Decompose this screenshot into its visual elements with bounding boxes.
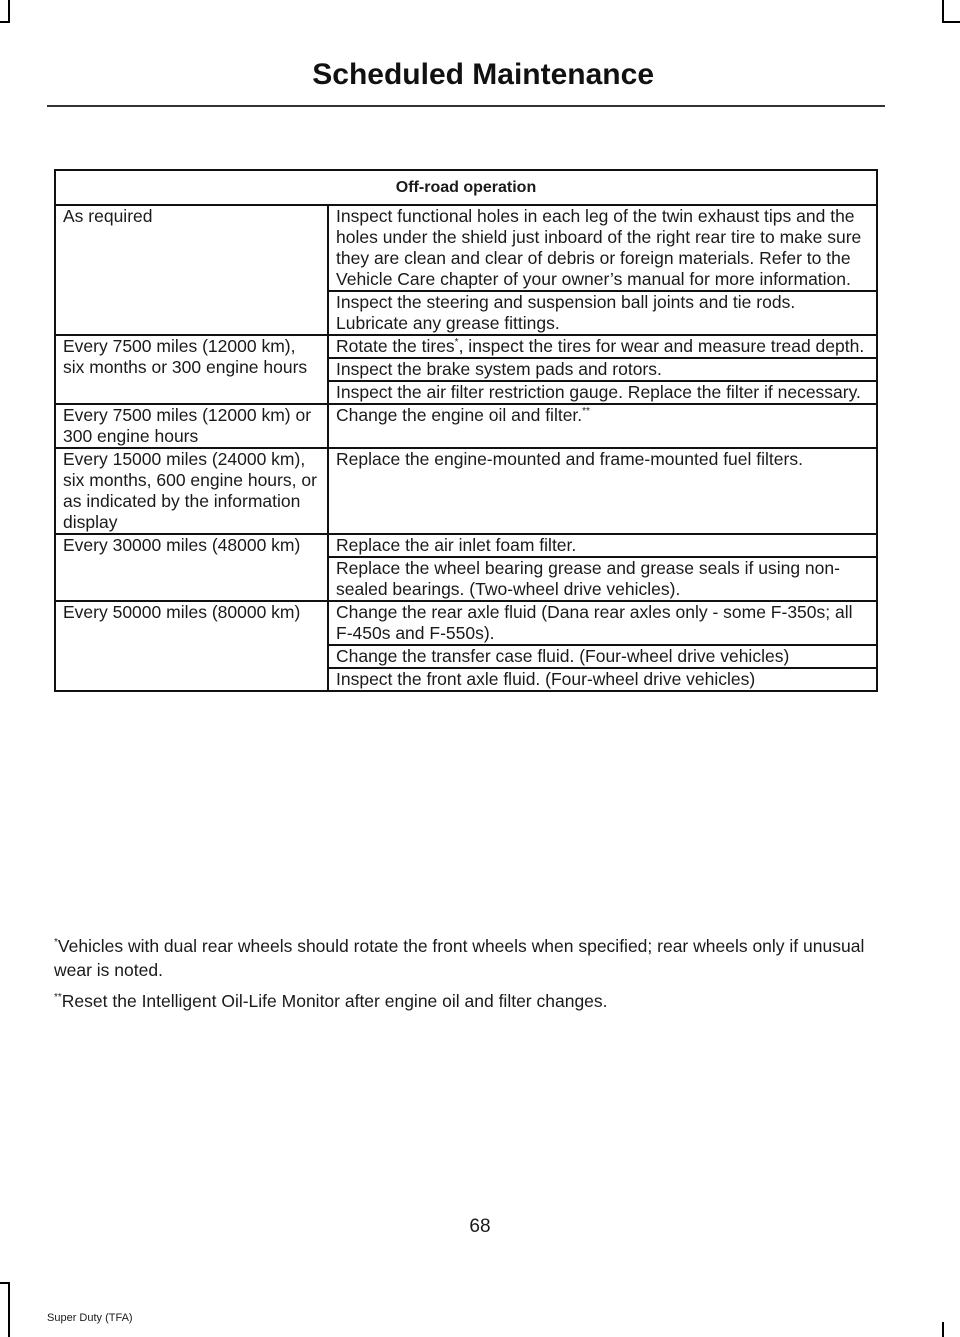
footnote-tire-rotation: [54, 934, 880, 982]
task-cell: [328, 645, 877, 668]
crop-mark: [8, 0, 10, 22]
task-text: Inspect functional holes in each leg of the twin exhaust tips and the holes under the shield just inboard of the right rear tire to make sure they are clean and clear of debris or foreign materials. Refer to the Vehicle Care chapter of your owner’s manual for more information.: [336, 206, 862, 289]
crop-mark: [942, 0, 944, 22]
footnote-mark: **: [54, 992, 62, 1004]
task-text: Rotate the tires: [336, 336, 455, 356]
table-row: [55, 205, 877, 291]
task-text-continued: , inspect the tires for wear and measure tread depth.: [458, 336, 865, 356]
crop-mark: [0, 1282, 10, 1284]
task-text: Inspect the front axle fluid. (Four-wheel drive vehicles): [336, 669, 756, 689]
task-text: Inspect the brake system pads and rotors.: [336, 359, 662, 379]
interval-cell: Every 15000 miles (24000 km), six months, 600 engine hours, or as indicated by the information display: [55, 448, 328, 534]
task-cell: [328, 205, 877, 291]
task-text: Inspect the steering and suspension ball joints and tie rods. Lubricate any grease fittings.: [336, 292, 796, 333]
task-text: Replace the engine-mounted and frame-mounted fuel filters.: [336, 449, 803, 469]
task-cell: [328, 291, 877, 335]
table-caption: Off-road operation: [55, 170, 877, 205]
crop-mark: [942, 21, 960, 23]
crop-mark: [942, 1322, 944, 1337]
task-cell: [328, 381, 877, 404]
footnote-text: Reset the Intelligent Oil-Life Monitor after engine oil and filter changes.: [61, 991, 608, 1011]
task-text: Change the engine oil and filter.: [336, 405, 583, 425]
interval-cell: Every 7500 miles (12000 km), six months or 300 engine hours: [55, 335, 328, 404]
footnote-reference: *: [454, 337, 459, 349]
table-row: [55, 448, 877, 534]
table-row: [55, 534, 877, 557]
crop-mark: [0, 21, 10, 23]
task-cell: [328, 448, 877, 534]
task-text: Replace the wheel bearing grease and grease seals if using non-sealed bearings. (Two-wheel drive vehicles).: [336, 558, 840, 599]
task-text: Change the rear axle fluid (Dana rear axles only - some F-350s; all F-450s and F-550s).: [336, 602, 853, 643]
footnote-text: Vehicles with dual rear wheels should rotate the front wheels when specified; rear wheels only if unusual wear is noted.: [54, 936, 865, 980]
table-row: [55, 601, 877, 645]
footnote-reference: **: [582, 406, 590, 418]
task-cell: [328, 358, 877, 381]
footnote-mark: *: [54, 937, 58, 949]
task-cell: [328, 668, 877, 691]
maintenance-table: [54, 169, 878, 692]
task-cell: [328, 601, 877, 645]
interval-cell: Every 7500 miles (12000 km) or 300 engine hours: [55, 404, 328, 448]
task-text: Change the transfer case fluid. (Four-wheel drive vehicles): [336, 646, 790, 666]
task-text: Replace the air inlet foam filter.: [336, 535, 577, 555]
page-number: 68: [469, 1216, 491, 1237]
task-cell: [328, 404, 877, 448]
interval-cell: Every 50000 miles (80000 km): [55, 601, 328, 691]
page-title: Scheduled Maintenance: [312, 58, 654, 91]
interval-cell: Every 30000 miles (48000 km): [55, 534, 328, 601]
task-cell: [328, 335, 877, 358]
title-rule: [47, 105, 885, 107]
crop-mark: [8, 1282, 10, 1337]
footer-model-label: Super Duty (TFA): [47, 1312, 133, 1324]
task-cell: [328, 534, 877, 557]
table-caption-row: [55, 170, 877, 205]
task-text: Inspect the air filter restriction gauge. Replace the filter if necessary.: [336, 382, 861, 402]
interval-cell: As required: [55, 205, 328, 335]
task-cell: [328, 557, 877, 601]
table-row: [55, 335, 877, 358]
table-row: [55, 404, 877, 448]
footnote-oil-life: [54, 989, 880, 1013]
